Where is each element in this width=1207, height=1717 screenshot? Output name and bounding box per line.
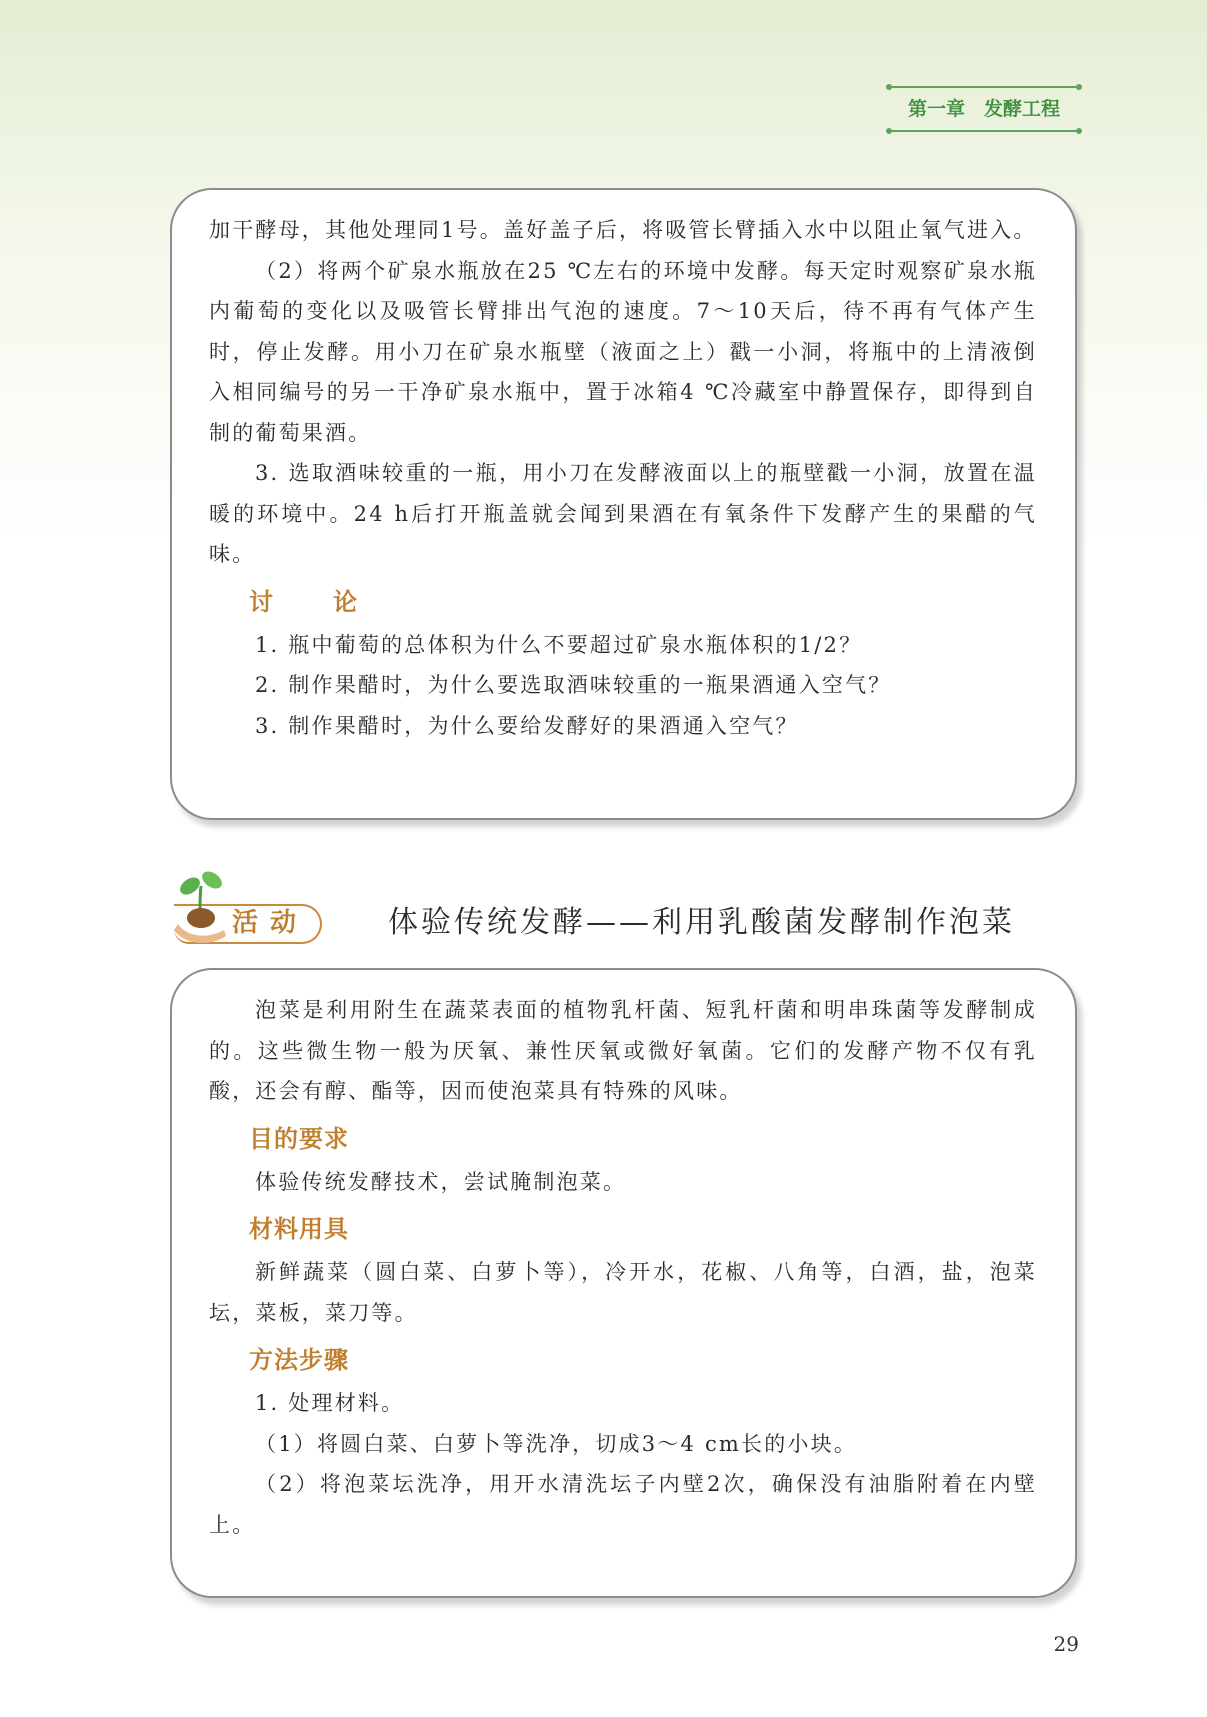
steps-heading: 方法步骤 xyxy=(249,1346,349,1374)
activity-title: 体验传统发酵——利用乳酸菌发酵制作泡菜 xyxy=(388,905,1015,940)
goal-heading: 目的要求 xyxy=(249,1124,349,1153)
discussion-item: 3. 制作果醋时，为什么要给发酵好的果酒通入空气？ xyxy=(255,713,799,738)
materials-heading: 材料用具 xyxy=(249,1215,349,1243)
chapter-header xyxy=(889,86,1079,132)
paragraph: （2）将两个矿泉水瓶放在25 ℃左右的环境中发酵。每天定时观察矿泉水瓶内葡萄的变化以及吸管长臂排出气泡的速度。7～10天后，待不再有气体产生时，停止发酵。用小刀在矿泉水瓶壁（液面之上）戳一小洞，将瓶中的上清液倒入相同编号的另一干净矿泉水瓶中，置于冰箱4 ℃冷藏室中静置保存，即得到自制的葡萄果酒。 xyxy=(209,258,1037,445)
page-number: 29 xyxy=(1053,1632,1079,1656)
activity-card xyxy=(170,968,1077,1598)
activity-heading xyxy=(168,870,1068,950)
step-item: （2）将泡菜坛洗净，用开水清洗坛子内壁2次，确保没有油脂附着在内壁上。 xyxy=(209,1472,1037,1537)
chapter-title: 第一章 发酵工程 xyxy=(907,98,1060,120)
step-item: 1. 处理材料。 xyxy=(255,1391,405,1415)
discussion-item: 1. 瓶中葡萄的总体积为什么不要超过矿泉水瓶体积的1/2？ xyxy=(255,632,863,657)
goal-text: 体验传统发酵技术，尝试腌制泡菜。 xyxy=(255,1169,627,1194)
experiment-card xyxy=(170,188,1077,820)
materials-text: 新鲜蔬菜（圆白菜、白萝卜等），冷开水，花椒、八角等，白酒，盐，泡菜坛，菜板，菜刀等。 xyxy=(209,1260,1037,1325)
activity-badge-label: 活动 xyxy=(232,908,309,938)
step-item: （1）将圆白菜、白萝卜等洗净，切成3～4 cm长的小块。 xyxy=(255,1431,858,1456)
paragraph: 加干酵母，其他处理同1号。盖好盖子后，将吸管长臂插入水中以阻止氧气进入。 xyxy=(209,218,1037,242)
intro-paragraph: 泡菜是利用附生在蔬菜表面的植物乳杆菌、短乳杆菌和明串珠菌等发酵制成的。这些微生物一般为厌氧、兼性厌氧或微好氧菌。它们的发酵产物不仅有乳酸，还会有醇、酯等，因而使泡菜具有特殊的风味。 xyxy=(209,998,1037,1103)
discussion-heading: 讨 论 xyxy=(249,587,375,616)
discussion-item: 2. 制作果醋时，为什么要选取酒味较重的一瓶果酒通入空气？ xyxy=(255,673,892,697)
activity-badge xyxy=(168,900,320,948)
paragraph: 3. 选取酒味较重的一瓶，用小刀在发酵液面以上的瓶壁戳一小洞，放置在温暖的环境中。24 h后打开瓶盖就会闻到果酒在有氧条件下发酵产生的果醋的气味。 xyxy=(209,461,1037,566)
sprout-hand-icon xyxy=(172,864,232,950)
